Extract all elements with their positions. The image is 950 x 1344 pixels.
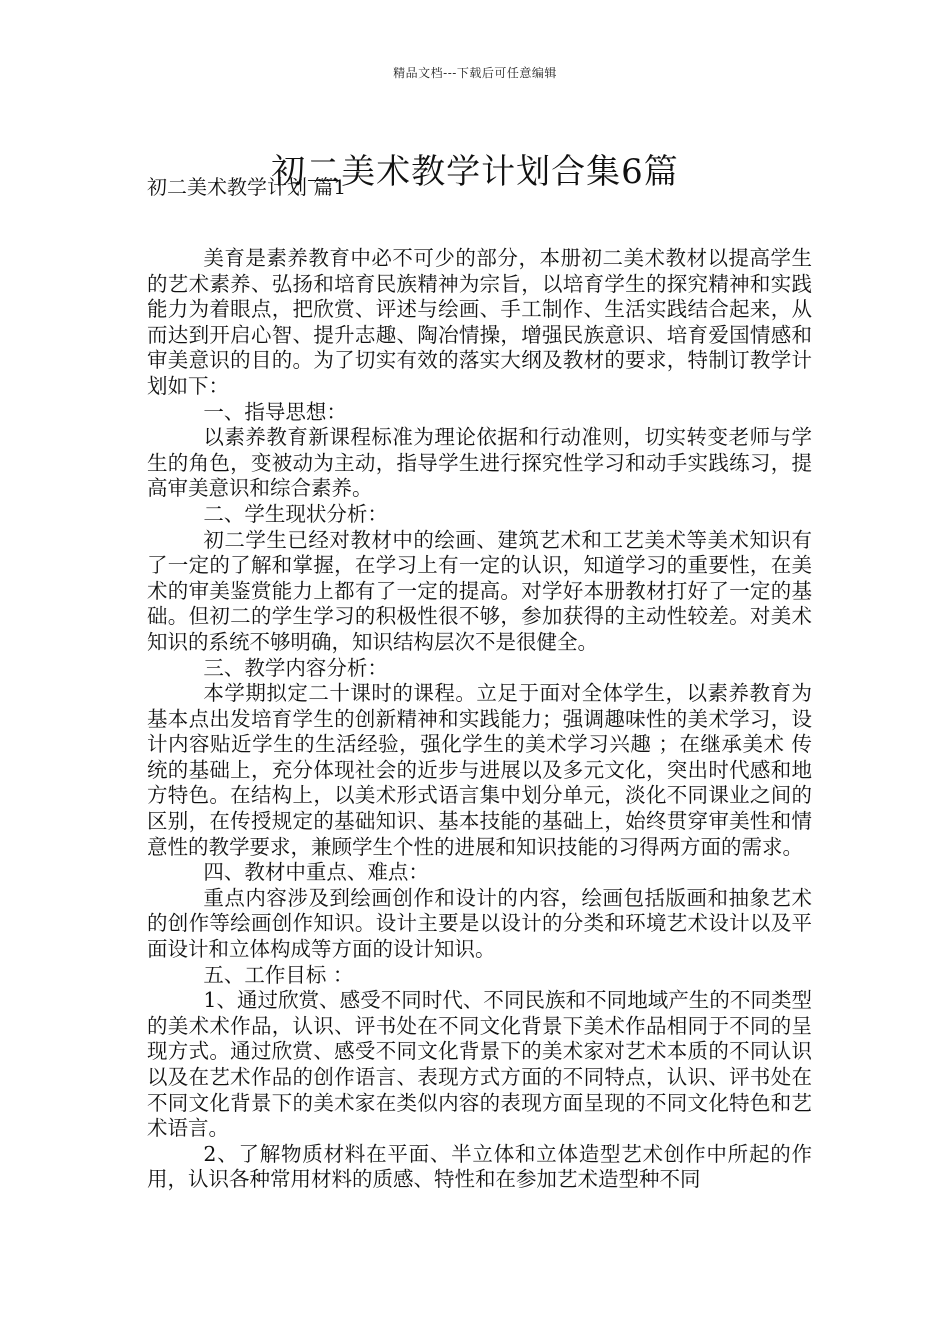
heading-student-analysis: 二、学生现状分析：	[203, 501, 388, 526]
paragraph-goal-1: 1、通过欣赏、感受不同时代、不同民族和不同地域产生的不同类型的美术术作品，认识、评书处在不同文化背景下美术作品相同于不同的呈现方式。通过欣赏、感受不同文化背景下的美术家对艺术本质的不同认识以及在艺术作品的创作语言、表现方式方面的不同特点，认识、评书处在不同文化背景下的美术家在类似内容的表现方面呈现的不同文化特色和艺术语言。	[147, 988, 812, 1141]
document-title: 初二美术教学计划合集6篇	[271, 151, 679, 192]
heading-content-analysis: 三、教学内容分析：	[203, 655, 388, 680]
section-subtitle: 初二美术教学计划 篇1	[147, 175, 347, 199]
intro-paragraph: 美育是素养教育中必不可少的部分，本册初二美术教材以提高学生的艺术素养、弘扬和培育民族精神为宗旨，以培育学生的探究精神和实践能力为着眼点，把欣赏、评述与绘画、手工制作、生活实践结合起来，从而达到开启心智、提升志趣、陶冶情操，增强民族意识、培育爱国情感和审美意识的目的。为了切实有效的落实大纲及教材的要求，特制订教学计划如下：	[147, 246, 812, 398]
paragraph-goal-2: 2、了解物质材料在平面、半立体和立体造型艺术创作中所起的作用，认识各种常用材料的质感、特性和在参加艺术造型种不同	[147, 1141, 812, 1192]
paragraph-guiding-ideas: 以素养教育新课程标准为理论依据和行动准则，切实转变老师与学生的角色，变被动为主动，指导学生进行探究性学习和动手实践练习，提高审美意识和综合素养。	[147, 425, 812, 501]
paragraph-content-analysis: 本学期拟定二十课时的课程。立足于面对全体学生，以素养教育为基本点出发培育学生的创新精神和实践能力；强调趣味性的美术学习，设计内容贴近学生的生活经验，强化学生的美术学习兴趣 ；在继承美术 传统的基础上，充分体现社会的近步与进展以及多元文化，突出时代感和地方特色。在结构上，以美术形式语言集中划分单元，淡化不同课业之间的区别，在传授规定的基础知识、基本技能的基础上，始终贯穿审美性和情意性的教学要求，兼顾学生个性的进展和知识技能的习得两方面的需求。	[147, 681, 812, 859]
header-note: 精品文档---下载后可任意编辑	[393, 66, 557, 80]
heading-guiding-ideas: 一、指导思想：	[203, 399, 347, 424]
heading-key-points: 四、教材中重点、难点：	[203, 860, 429, 885]
paragraph-key-points: 重点内容涉及到绘画创作和设计的内容，绘画包括版画和抽象艺术的创作等绘画创作知识。设计主要是以设计的分类和环境艺术设计以及平面设计和立体构成等方面的设计知识。	[147, 885, 812, 962]
heading-work-goals: 五、工作目标 ：	[203, 962, 354, 987]
document-body	[147, 246, 812, 1193]
paragraph-student-analysis: 初二学生已经对教材中的绘画、建筑艺术和工艺美术等美术知识有了一定的了解和掌握，在学习上有一定的认识，知道学习的重要性，在美术的审美鉴赏能力上都有了一定的提高。对学好本册教材打好了一定的基础。但初二的学生学习的积极性很不够，参加获得的主动性较差。对美术知识的系统不够明确，知识结构层次不是很健全。	[147, 527, 812, 654]
